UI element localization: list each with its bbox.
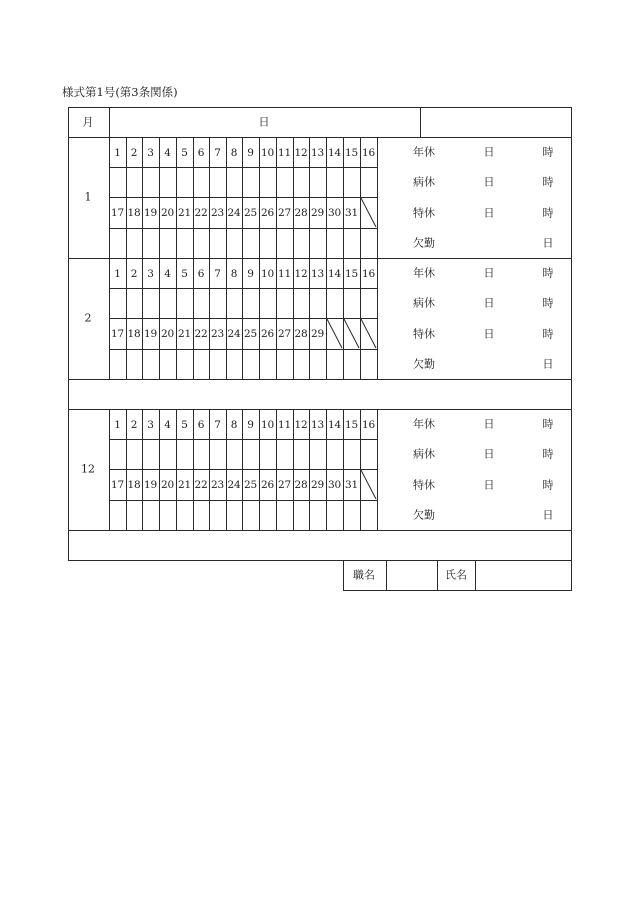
- day-number: 31: [345, 206, 358, 219]
- leave-type-label: 病休: [413, 447, 435, 461]
- day-number: 14: [328, 267, 341, 280]
- day-number: 19: [144, 478, 157, 491]
- hours-unit-label: 時: [542, 417, 554, 431]
- days-unit-label: 日: [483, 206, 495, 220]
- day-number: 21: [178, 478, 191, 491]
- unused-day-slash: [361, 470, 376, 499]
- day-number: 23: [211, 478, 224, 491]
- day-number: 28: [294, 206, 308, 219]
- day-number: 5: [181, 146, 188, 159]
- unused-day-slash: [361, 319, 376, 348]
- day-number: 28: [294, 327, 308, 340]
- day-number: 23: [211, 206, 224, 219]
- day-number: 13: [311, 146, 324, 159]
- day-number: 12: [294, 267, 308, 280]
- day-number: 30: [328, 478, 341, 491]
- day-number: 4: [164, 146, 171, 159]
- day-number: 11: [278, 418, 291, 431]
- day-number: 7: [214, 146, 221, 159]
- hours-unit-label: 日: [542, 236, 554, 250]
- hours-unit-label: 日: [542, 508, 554, 522]
- day-number: 4: [164, 267, 171, 280]
- day-number: 20: [161, 206, 174, 219]
- leave-type-label: 特休: [413, 478, 435, 492]
- day-number: 16: [362, 267, 375, 280]
- day-number: 8: [230, 418, 238, 431]
- day-number: 8: [230, 146, 238, 159]
- days-unit-label: 日: [483, 266, 495, 280]
- hours-unit-label: 時: [542, 296, 554, 310]
- day-number: 1: [114, 418, 121, 431]
- day-number: 21: [178, 327, 191, 340]
- days-unit-label: 日: [483, 417, 495, 431]
- days-unit-label: 日: [483, 175, 495, 189]
- day-number: 27: [278, 478, 291, 491]
- month-number: 12: [81, 462, 95, 476]
- hours-unit-label: 時: [542, 206, 554, 220]
- day-number: 28: [294, 478, 308, 491]
- day-number: 19: [144, 327, 157, 340]
- day-number: 11: [278, 267, 291, 280]
- hours-unit-label: 日: [542, 357, 554, 371]
- day-number: 26: [261, 327, 274, 340]
- position-label: 職名: [353, 568, 375, 582]
- day-number: 3: [147, 267, 154, 280]
- day-number: 1: [114, 146, 121, 159]
- day-number: 1: [114, 267, 121, 280]
- day-number: 23: [211, 327, 224, 340]
- day-number: 16: [362, 146, 375, 159]
- day-number: 10: [261, 146, 274, 159]
- day-number: 7: [214, 267, 221, 280]
- day-number: 25: [244, 478, 257, 491]
- hours-unit-label: 時: [542, 447, 554, 461]
- days-unit-label: 日: [483, 145, 495, 159]
- day-header: 日: [258, 115, 270, 129]
- day-number: 14: [328, 418, 341, 431]
- day-number: 2: [130, 418, 138, 431]
- leave-type-label: 特休: [413, 206, 435, 220]
- day-number: 12: [294, 418, 308, 431]
- day-number: 15: [345, 267, 358, 280]
- leave-type-label: 特休: [413, 327, 435, 341]
- day-number: 24: [227, 478, 241, 491]
- day-number: 29: [311, 478, 324, 491]
- hours-unit-label: 時: [542, 478, 554, 492]
- day-number: 30: [328, 206, 341, 219]
- day-number: 18: [127, 478, 141, 491]
- day-number: 10: [261, 267, 274, 280]
- day-number: 20: [161, 327, 174, 340]
- day-number: 27: [278, 327, 291, 340]
- day-number: 18: [127, 327, 141, 340]
- day-number: 17: [111, 327, 124, 340]
- day-number: 13: [311, 267, 324, 280]
- day-number: 2: [130, 146, 138, 159]
- day-number: 26: [261, 478, 274, 491]
- unused-day-slash: [361, 198, 376, 227]
- hours-unit-label: 時: [542, 175, 554, 189]
- day-number: 22: [194, 478, 208, 491]
- leave-type-label: 欠勤: [413, 236, 435, 250]
- day-number: 16: [362, 418, 375, 431]
- days-unit-label: 日: [483, 327, 495, 341]
- day-number: 31: [345, 478, 358, 491]
- day-number: 13: [311, 418, 324, 431]
- day-number: 4: [164, 418, 171, 431]
- day-number: 3: [147, 418, 154, 431]
- hours-unit-label: 時: [542, 327, 554, 341]
- day-number: 5: [181, 418, 188, 431]
- day-number: 22: [194, 327, 208, 340]
- day-number: 9: [247, 267, 254, 280]
- name-label: 氏名: [445, 568, 467, 582]
- month-header: 月: [82, 115, 94, 129]
- leave-type-label: 年休: [413, 417, 435, 431]
- leave-type-label: 欠勤: [413, 508, 435, 522]
- leave-type-label: 病休: [413, 296, 435, 310]
- day-number: 24: [227, 206, 241, 219]
- days-unit-label: 日: [483, 296, 495, 310]
- unused-day-slash: [327, 319, 342, 348]
- day-number: 8: [230, 267, 238, 280]
- day-number: 22: [194, 206, 208, 219]
- leave-type-label: 病休: [413, 175, 435, 189]
- day-number: 17: [111, 478, 124, 491]
- day-number: 18: [127, 206, 141, 219]
- days-unit-label: 日: [483, 478, 495, 492]
- day-number: 9: [247, 418, 254, 431]
- day-number: 29: [311, 327, 324, 340]
- day-number: 21: [178, 206, 191, 219]
- day-number: 3: [147, 146, 154, 159]
- day-number: 25: [244, 206, 257, 219]
- day-number: 19: [144, 206, 157, 219]
- day-number: 10: [261, 418, 274, 431]
- days-unit-label: 日: [483, 447, 495, 461]
- day-number: 12: [294, 146, 308, 159]
- form-title: 様式第1号(第3条関係): [62, 85, 178, 99]
- day-number: 7: [214, 418, 221, 431]
- day-number: 15: [345, 418, 358, 431]
- month-number: 2: [84, 311, 92, 325]
- day-number: 26: [261, 206, 274, 219]
- unused-day-slash: [344, 319, 359, 348]
- leave-type-label: 年休: [413, 145, 435, 159]
- day-number: 14: [328, 146, 341, 159]
- leave-type-label: 欠勤: [413, 357, 435, 371]
- day-number: 6: [197, 146, 205, 159]
- day-number: 25: [244, 327, 257, 340]
- day-number: 17: [111, 206, 124, 219]
- month-number: 1: [84, 190, 92, 204]
- day-number: 6: [197, 418, 205, 431]
- hours-unit-label: 時: [542, 266, 554, 280]
- day-number: 27: [278, 206, 291, 219]
- day-number: 5: [181, 267, 188, 280]
- day-number: 9: [247, 146, 254, 159]
- day-number: 11: [278, 146, 291, 159]
- day-number: 15: [345, 146, 358, 159]
- hours-unit-label: 時: [542, 145, 554, 159]
- day-number: 2: [130, 267, 138, 280]
- leave-type-label: 年休: [413, 266, 435, 280]
- day-number: 20: [161, 478, 174, 491]
- day-number: 24: [227, 327, 241, 340]
- day-number: 29: [311, 206, 324, 219]
- day-number: 6: [197, 267, 205, 280]
